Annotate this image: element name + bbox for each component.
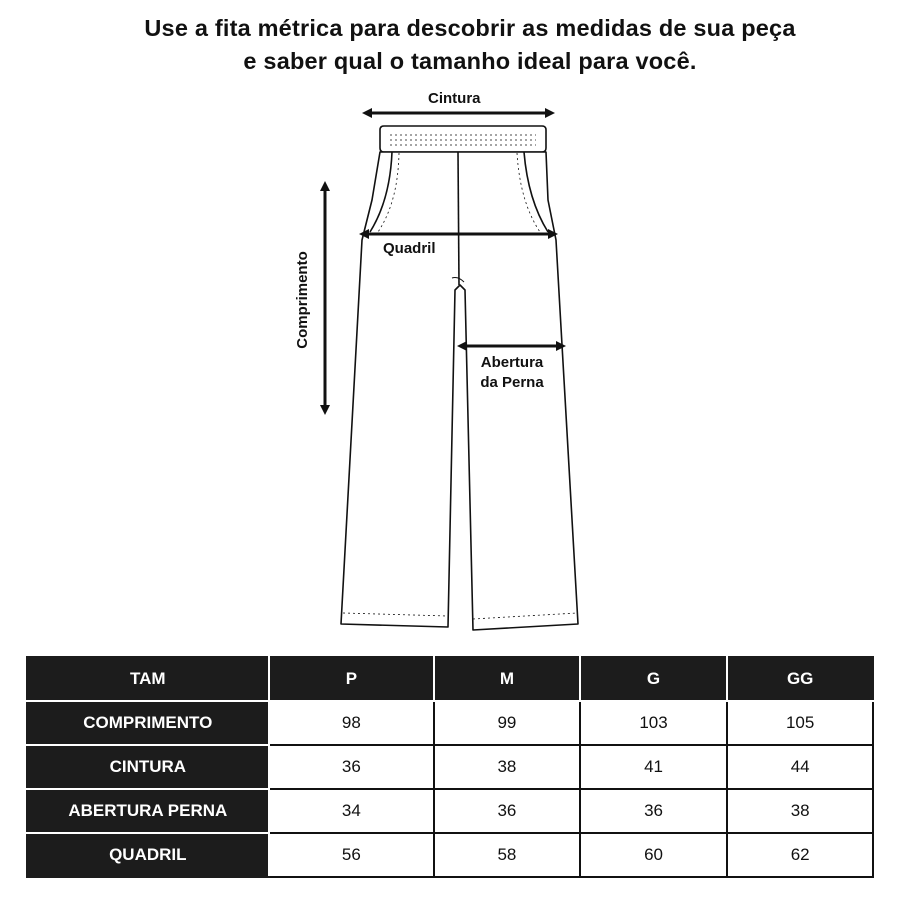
table-cell: 56 — [269, 833, 435, 877]
row-label: ABERTURA PERNA — [27, 789, 269, 833]
table-cell: 58 — [434, 833, 580, 877]
size-table — [26, 656, 874, 878]
comprimento-label: Comprimento — [294, 251, 311, 349]
header-cell-p: P — [269, 657, 435, 701]
quadril-label: Quadril — [383, 240, 436, 257]
table-cell: 34 — [269, 789, 435, 833]
table-cell: 99 — [434, 701, 580, 745]
header-cell-g: G — [580, 657, 728, 701]
abertura-label-line-2: da Perna — [480, 374, 544, 391]
table-cell: 105 — [727, 701, 873, 745]
table-cell: 36 — [580, 789, 728, 833]
header-cell-gg: GG — [727, 657, 873, 701]
table-cell: 60 — [580, 833, 728, 877]
table-cell: 38 — [727, 789, 873, 833]
heading-line-2: e saber qual o tamanho ideal para você. — [243, 48, 697, 74]
table-cell: 44 — [727, 745, 873, 789]
size-table-header-row — [27, 657, 873, 701]
table-row-quadril — [27, 833, 873, 877]
table-cell: 103 — [580, 701, 728, 745]
abertura-label — [467, 353, 557, 393]
table-row-comprimento — [27, 701, 873, 745]
table-cell: 98 — [269, 701, 435, 745]
table-cell: 36 — [269, 745, 435, 789]
table-cell: 41 — [580, 745, 728, 789]
table-cell: 38 — [434, 745, 580, 789]
cintura-label: Cintura — [428, 90, 481, 107]
row-label: CINTURA — [27, 745, 269, 789]
row-label: COMPRIMENTO — [27, 701, 269, 745]
heading-line-1: Use a fita métrica para descobrir as medidas de sua peça — [144, 15, 796, 41]
abertura-label-line-1: Abertura — [480, 354, 544, 371]
header-cell-m: M — [434, 657, 580, 701]
table-cell: 36 — [434, 789, 580, 833]
row-label: QUADRIL — [27, 833, 269, 877]
table-row-cintura — [27, 745, 873, 789]
table-cell: 62 — [727, 833, 873, 877]
table-row-abertura-perna — [27, 789, 873, 833]
header-cell-tam: TAM — [27, 657, 269, 701]
waistband — [380, 126, 546, 152]
center-seam — [458, 152, 459, 285]
